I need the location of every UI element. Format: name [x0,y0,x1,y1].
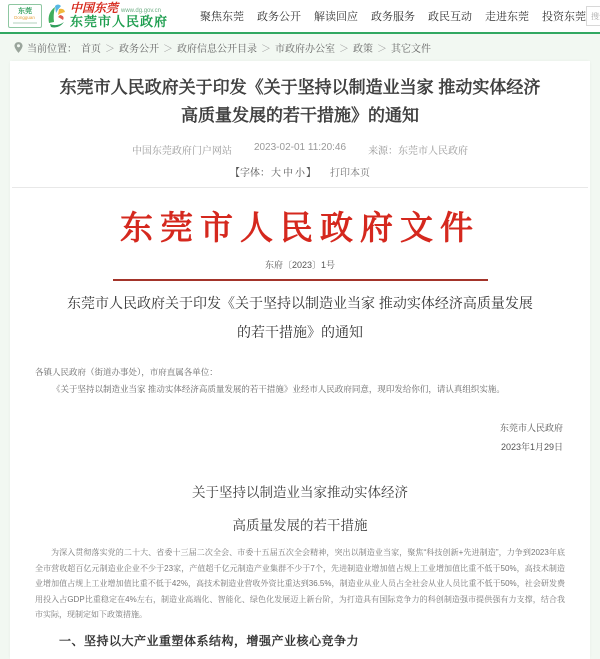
red-separator-line [113,279,488,281]
meta-source: 来源：东莞市人民政府 [368,146,469,158]
badge-en: Dongguan [14,14,36,21]
badge-microtext [13,22,37,24]
print-page-button[interactable]: 打印本页 [330,168,370,180]
brand-url: www.dg.gov.cn [121,8,161,15]
page-title: 东莞市人民政府关于印发《关于坚持以制造业当家 推动实体经济高质量发展的若干措施》的通知 [59,78,541,126]
brand-gov-name: 东莞市人民政府 [70,14,169,30]
signature-date: 2023年1月29日 [500,442,563,453]
breadcrumb-qitawenjian[interactable]: 其它文件 [391,44,431,55]
nav-item-hudong[interactable]: 政民互动 [428,11,472,23]
breadcrumb-zhengce[interactable]: 政策 [353,44,373,55]
nav-item-zoujin[interactable]: 走进东莞 [485,11,529,23]
font-label-end: 】 [306,168,316,180]
signature-block [35,419,565,457]
article-card [10,61,590,659]
attachment-intro-paragraph: 为深入贯彻落实党的二十大、省委十三届二次全会、市委十五届五次全会精神，突出以制造业当家，聚焦“科技创新+先进制造”，力争到2023年底全市营收超百亿元制造业企业不少于23家，产值超千亿元制造产业集群不少于7个，先进制造业增加值占规上工业增加值比重不低于50%，高技术制造业增加值占规上工业增加值比重不低于42%，高技术制造业营收外资比重达到36.5%，制造业从业人员占全社会从业人员比重不低于50%，社会研发费用投入占GDP比重稳定在4%左右，制造业高端化、智能化、绿色化发展迈上新台阶，为打造具有国际竞争力的科创制造强市提供强有力支撑，结合我市实际，现制定如下政策措施。 [35,548,565,620]
site-logo[interactable] [8,2,186,29]
article-toolbar [10,157,590,187]
attachment-title-line1: 关于坚持以制造业当家推动实体经济 [192,485,408,501]
search-box [586,6,600,26]
breadcrumb [0,34,600,61]
attachment-title [35,477,565,542]
main-nav [200,8,586,24]
breadcrumb-separator: ＞ [163,44,173,55]
site-header [0,0,600,34]
badge-cn: 东莞 [18,8,32,16]
location-pin-icon [14,42,23,53]
breadcrumb-separator: ＞ [261,44,271,55]
breadcrumb-separator: ＞ [105,44,115,55]
nav-item-jiedu[interactable]: 解读回应 [314,11,358,23]
breadcrumb-zhengwu[interactable]: 政务公开 [119,44,159,55]
meta-datetime: 2023-02-01 11:20:46 [253,142,347,154]
attachment-title-line2: 高质量发展的若干措施 [232,517,368,533]
document-salutation: 各镇人民政府（街道办事处），市府直属各单位： [35,366,218,377]
search-input[interactable] [586,6,600,26]
nav-item-fuwu[interactable]: 政务服务 [371,11,415,23]
meta-site: 中国东莞政府门户网站 [131,146,232,158]
city-logo-splash-icon [45,3,67,29]
dongguan-badge-logo [8,4,42,28]
attachment-section-1-heading: 一、坚持以大产业重塑体系结构，增强产业核心竞争力 [59,634,360,648]
signature-issuer: 东莞市人民政府 [499,423,563,434]
nav-item-zhengwu[interactable]: 政务公开 [257,11,301,23]
brand-script-title: 中国东莞 [70,1,119,16]
breadcrumb-mulu[interactable]: 政府信息公开目录 [177,44,257,55]
breadcrumb-home[interactable]: 首页 [81,44,101,55]
document-body-paragraph: 《关于坚持以制造业当家 推动实体经济高质量发展的若干措施》业经市人民政府同意，现印发给你们，请认真组织实施。 [52,384,505,395]
font-size-large-button[interactable]: 大 [271,168,281,180]
breadcrumb-separator: ＞ [339,44,349,55]
font-size-control [230,164,316,179]
breadcrumb-bangongshi[interactable]: 市政府办公室 [275,44,335,55]
font-size-small-button[interactable]: 小 [295,168,305,180]
breadcrumb-label: 当前位置： [27,44,77,55]
font-label-start: 【字体： [230,168,270,180]
document-masthead: 东莞市人民政府文件 [120,208,480,248]
document-number: 东府〔2023〕1号 [264,260,336,271]
official-document [10,188,590,649]
nav-item-juji[interactable]: 聚焦东莞 [200,11,244,23]
article-meta [10,134,590,157]
font-size-medium-button[interactable]: 中 [283,168,293,180]
nav-item-touzi[interactable]: 投资东莞 [542,11,586,23]
document-title: 东莞市人民政府关于印发《关于坚持以制造业当家 推动实体经济高质量发展的若干措施》的通知 [67,295,533,341]
breadcrumb-separator: ＞ [377,44,387,55]
